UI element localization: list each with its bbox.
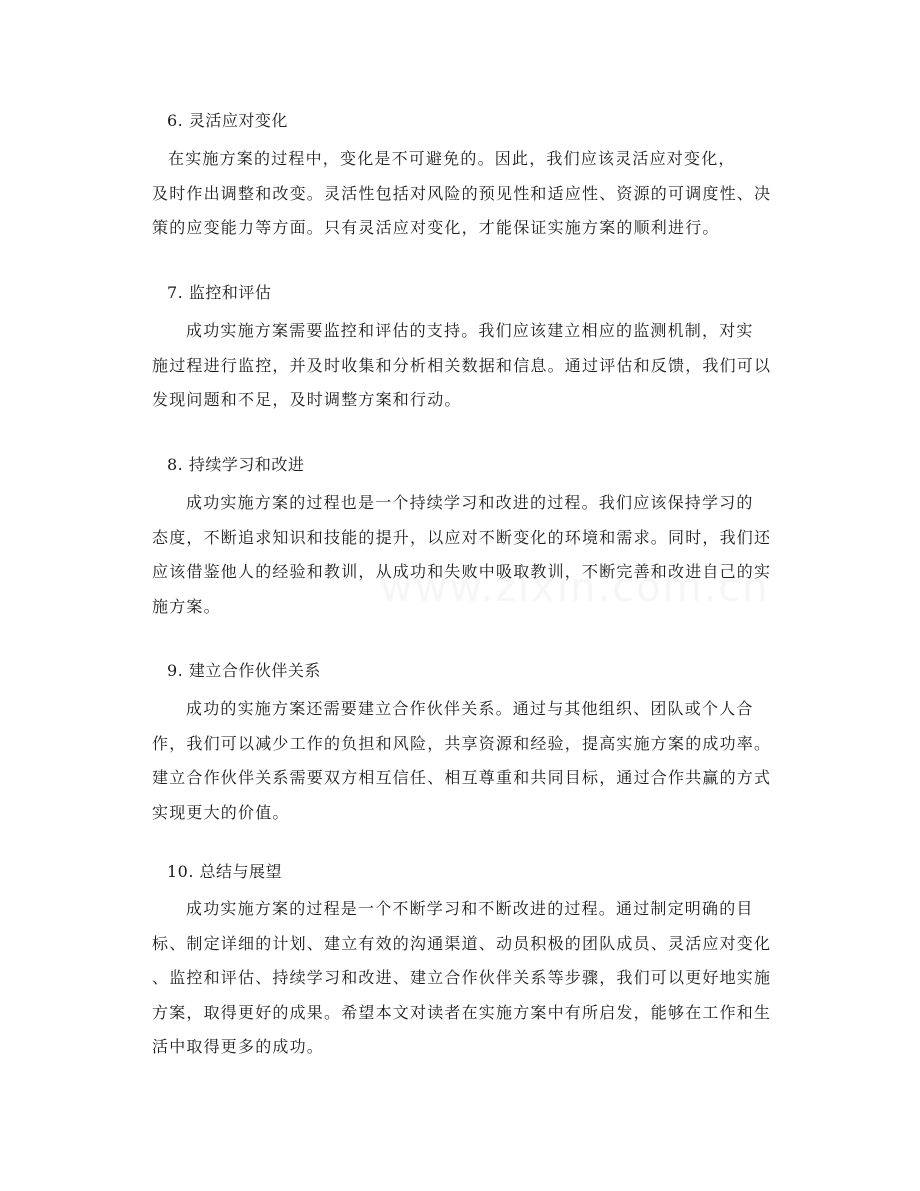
paragraph-line: 及时作出调整和改变。灵活性包括对风险的预见性和适应性、资源的可调度性、决: [152, 183, 772, 203]
paragraph-line: 标、制定详细的计划、建立有效的沟通渠道、动员积极的团队成员、灵活应对变化: [152, 933, 772, 953]
paragraph-line: 作，我们可以减少工作的负担和风险，共享资源和经验，提高实施方案的成功率。: [152, 733, 772, 753]
paragraph-line: 发现问题和不足，及时调整方案和行动。: [152, 390, 462, 409]
paragraph-line: 应该借鉴他人的经验和教训，从成功和失败中吸取教训，不断完善和改进自己的实: [152, 562, 772, 581]
paragraph-line: 态度，不断追求知识和技能的提升，以应对不断变化的环境和需求。同时，我们还: [152, 527, 772, 547]
section-heading: 9. 建立合作伙伴关系: [167, 661, 321, 680]
section-heading: 7. 监控和评估: [167, 283, 272, 302]
paragraph-line: 活中取得更多的成功。: [152, 1037, 325, 1056]
section-paragraph: [152, 892, 788, 1065]
paragraph-line: 、监控和评估、持续学习和改进、建立合作伙伴关系等步骤，我们可以更好地实施: [152, 968, 772, 987]
paragraph-line: 方案，取得更好的成果。希望本文对读者在实施方案中有所启发，能够在工作和生: [152, 1002, 772, 1022]
paragraph-line: 建立合作伙伴关系需要双方相互信任、相互尊重和共同目标，通过合作共赢的方式: [152, 768, 772, 787]
section-paragraph: [152, 692, 788, 830]
section-heading: 10. 总结与展望: [167, 862, 283, 881]
section-heading: 8. 持续学习和改进: [167, 455, 305, 474]
paragraph-line: 成功实施方案的过程是一个不断学习和不断改进的过程。通过制定明确的目: [186, 899, 754, 918]
section-paragraph: [152, 486, 788, 624]
section-paragraph: [152, 142, 788, 246]
paragraph-line: 成功实施方案的过程也是一个持续学习和改进的过程。我们应该保持学习的: [186, 493, 754, 512]
paragraph-line: 实现更大的价值。: [152, 802, 290, 822]
paragraph-line: 在实施方案的过程中，变化是不可避免的。因此，我们应该灵活应对变化，: [168, 149, 736, 168]
section-paragraph: [152, 314, 788, 418]
paragraph-line: 成功实施方案需要监控和评估的支持。我们应该建立相应的监测机制，对实: [186, 321, 754, 340]
paragraph-line: 施方案。: [152, 596, 221, 616]
section-heading: 6. 灵活应对变化: [167, 111, 288, 130]
paragraph-line: 策的应变能力等方面。只有灵活应对变化，才能保证实施方案的顺利进行。: [152, 218, 720, 237]
paragraph-line: 成功的实施方案还需要建立合作伙伴关系。通过与其他组织、团队或个人合: [186, 699, 754, 718]
paragraph-line: 施过程进行监控，并及时收集和分析相关数据和信息。通过评估和反馈，我们可以: [152, 355, 772, 375]
